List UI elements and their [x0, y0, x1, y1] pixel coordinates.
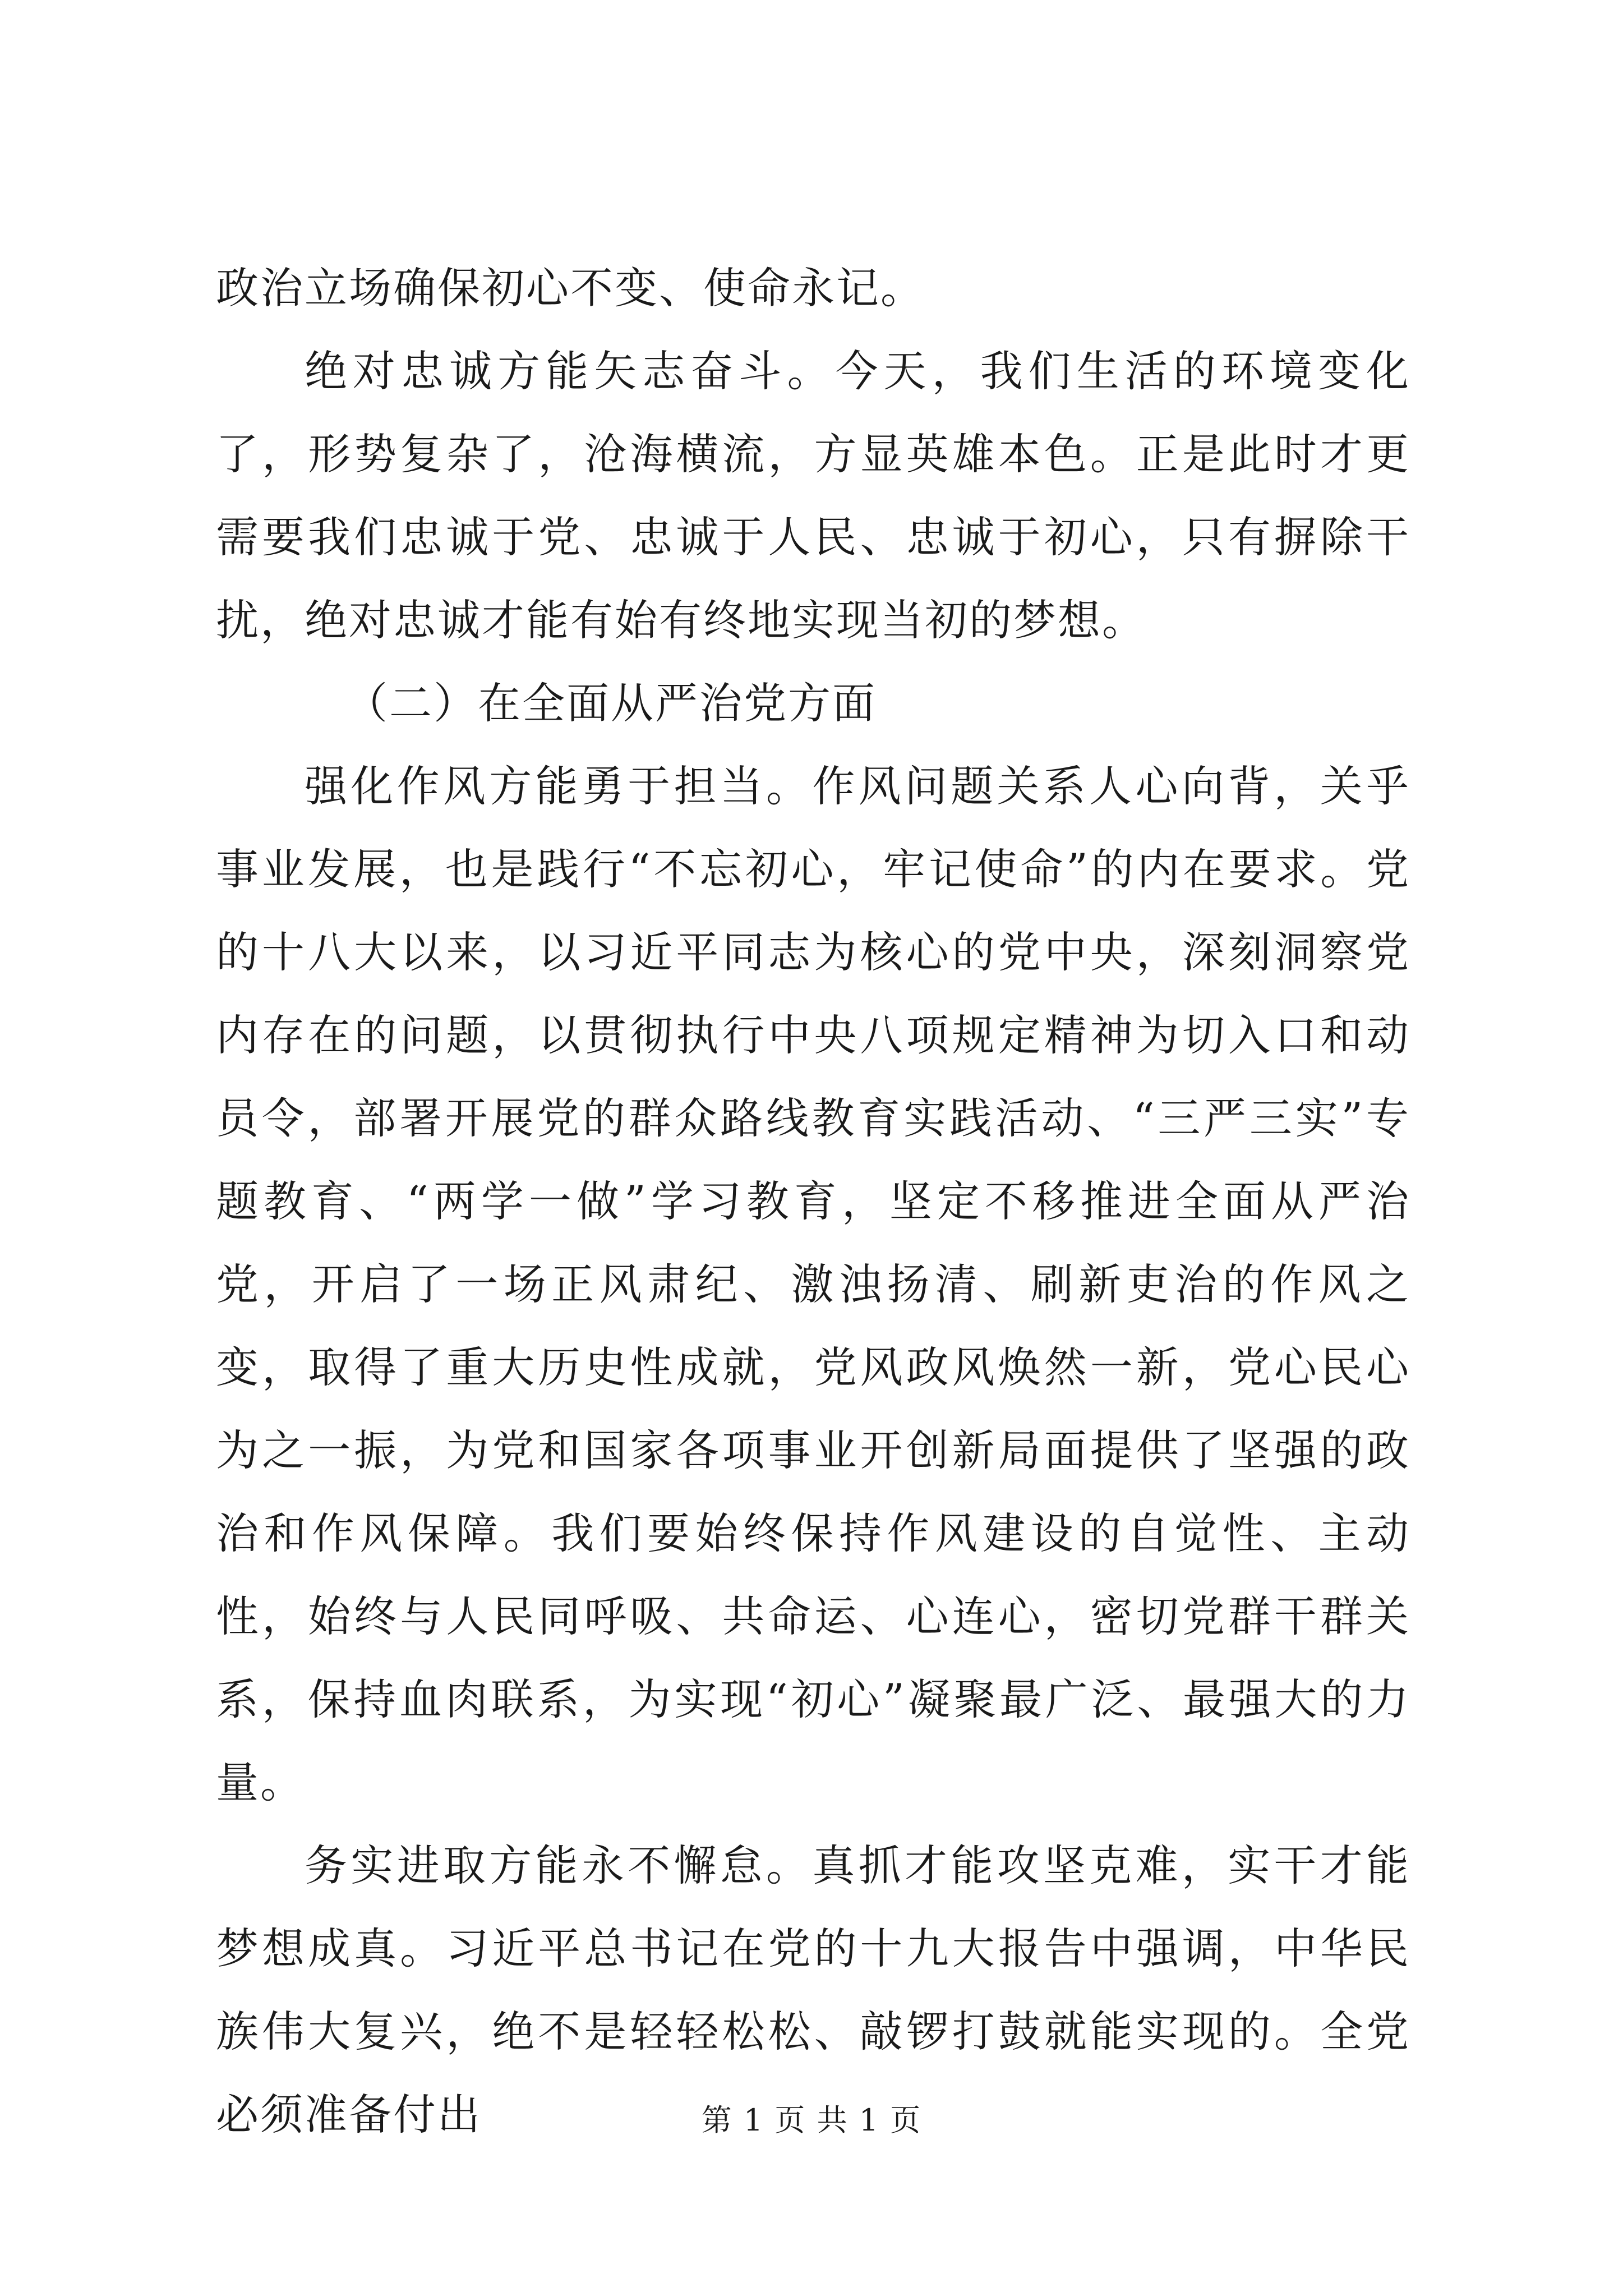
paragraph-continuation: 政治立场确保初心不变、使命永记。 [216, 263, 925, 313]
section-heading: （二）在全面从严治党方面 [345, 678, 877, 728]
document-body [216, 247, 1410, 2156]
paragraph-work-style: 强化作风方能勇于担当。作风问题关系人心向背，关乎事业发展，也是践行“不忘初心，牢记使命”的内在要求。党的十八大以来，以习近平同志为核心的党中央，深刻洞察党内存在的问题，以贯彻执行中央八项规定精神为切入口和动员令，部署开展党的群众路线教育实践活动、“三严三实”专题教育、“两学一做”学习教育，坚定不移推进全面从严治党，开启了一场正风肃纪、激浊扬清、刷新吏治的作风之变，取得了重大历史性成就，党风政风焕然一新，党心民心为之一振，为党和国家各项事业开创新局面提供了坚强的政治和作风保障。我们要始终保持作风建设的自觉性、主动性，始终与人民同呼吸、共命运、心连心，密切党群干群关系，保持血肉联系，为实现“初心”凝聚最广泛、最强大的力量。 [216, 761, 1410, 1807]
paragraph-pragmatic: 务实进取方能永不懈怠。真抓才能攻坚克难，实干才能梦想成真。习近平总书记在党的十九大报告中强调，中华民族伟大复兴，绝不是轻轻松松、敲锣打鼓就能实现的。全党必须准备付出 [216, 1841, 1410, 2139]
page-footer: 第 1 页 共 1 页 [701, 2102, 922, 2138]
paragraph-loyalty: 绝对忠诚方能矢志奋斗。今天，我们生活的环境变化了，形势复杂了，沧海横流，方显英雄本色。正是此时才更需要我们忠诚于党、忠诚于人民、忠诚于初心，只有摒除干扰，绝对忠诚才能有始有终地实现当初的梦想。 [216, 346, 1410, 645]
